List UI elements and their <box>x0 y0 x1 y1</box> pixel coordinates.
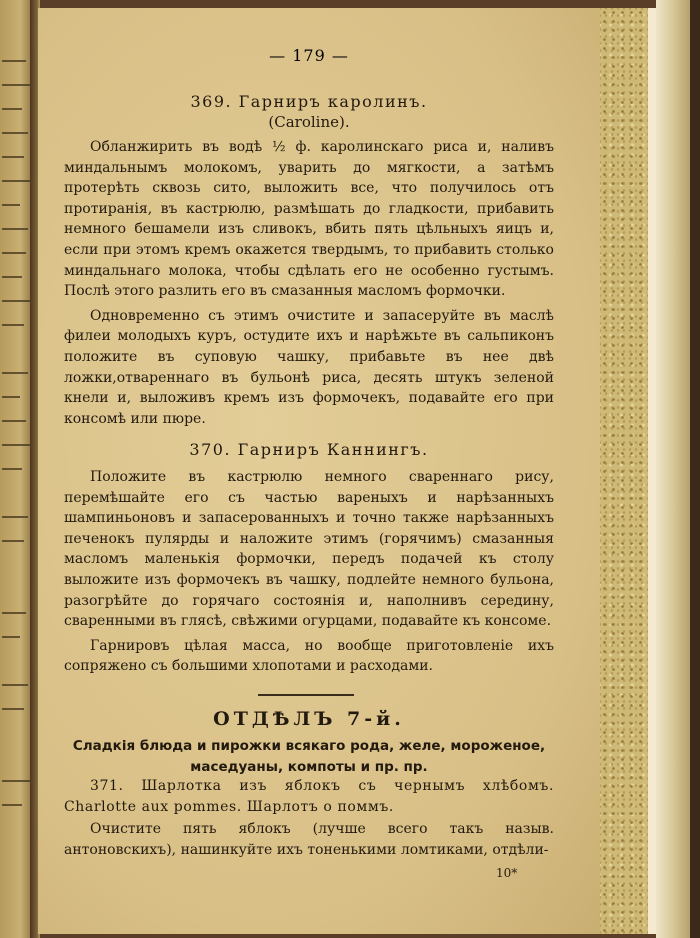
recipe-371 <box>64 776 554 860</box>
endpaper-edge <box>648 8 656 934</box>
recipe-paragraph: Обланжирить въ водѣ ½ ф. каролинскаго риса и, наливъ миндальнымъ молокомъ, уварить до мягкости, а затѣмъ протерѣть сквозь сито, выложить все, что получилось отъ протиранія, въ кастрюлю, размѣшать до гладкости, прибавить немного бешамели изъ сливокъ, вбить пять цѣльныхъ яицъ и, если при этомъ кремъ окажется твердымъ, то прибавить столько миндальнаго молока, чтобы сдѣлать его не особенно густымъ. Послѣ этого разлить его въ смазанныя масломъ формочки. <box>64 139 554 300</box>
section-heading <box>64 708 554 778</box>
recipe-title: 370. Гарниръ Каннингъ. <box>189 440 429 459</box>
previous-page-edge <box>0 0 34 938</box>
recipe-paragraph: Очистите пять яблокъ (лучше всего такъ назыв. антоновскихъ), нашинкуйте ихъ тоненькими ломтиками, отдѣли- <box>64 821 554 858</box>
recipe-paragraph: Одновременно съ этимъ очистите и запасеруйте въ маслѣ филеи молодыхъ куръ, остудите ихъ и нарѣжьте въ сальпиконъ положите въ суповую чашку, прибавьте въ нее двѣ ложки,отвареннаго въ бульонѣ риса, десять штукъ зеленой кнели и, выложивъ кремъ изъ формочекъ, подавайте его при консомѣ или пюре. <box>64 307 554 427</box>
signature-mark: 10* <box>496 866 518 880</box>
section-title: ОТДѢЛЪ 7-й. <box>213 708 405 730</box>
recipe-369 <box>64 92 554 429</box>
cover-edge <box>690 0 700 938</box>
recipe-title: 371. Шарлотка изъ яблокъ съ чернымъ хлѣбомъ. Charlotte aux pommes. Шарлотъ о поммъ. <box>64 778 554 815</box>
marbled-endpaper <box>600 8 652 934</box>
recipe-subtitle: (Caroline). <box>268 113 350 131</box>
section-divider <box>258 694 354 696</box>
page-number: — 179 — <box>269 46 349 65</box>
section-subtitle: Сладкія блюда и пирожки всякаго рода, желе, мороженое, маседуаны, компоты и пр. пр. <box>72 738 546 775</box>
recipe-paragraph: Положите въ кастрюлю немного свареннаго рису, перемѣшайте его съ частью вареныхъ и нарѣзанныхъ шампиньоновъ и запасерованныхъ и точно также нарѣзанныхъ печенокъ пулярды и наложите этимъ (горячимъ) смазанныя масломъ маленькія формочки, передъ подачей къ столу выложите изъ формочекъ въ чашку, подлейте немного бульона, разогрѣйте до горячаго состоянія и, наполнивъ середину, сваренными въ глясѣ, свѣжими огурцами, подавайте къ консоме. <box>64 469 554 630</box>
recipe-370 <box>64 440 554 677</box>
recipe-title: 369. Гарниръ каролинъ. <box>190 92 428 111</box>
recipe-paragraph: Гарнировъ цѣлая масса, но вообще приготовленіе ихъ сопряжено съ большими хлопотами и расходами. <box>64 637 554 675</box>
